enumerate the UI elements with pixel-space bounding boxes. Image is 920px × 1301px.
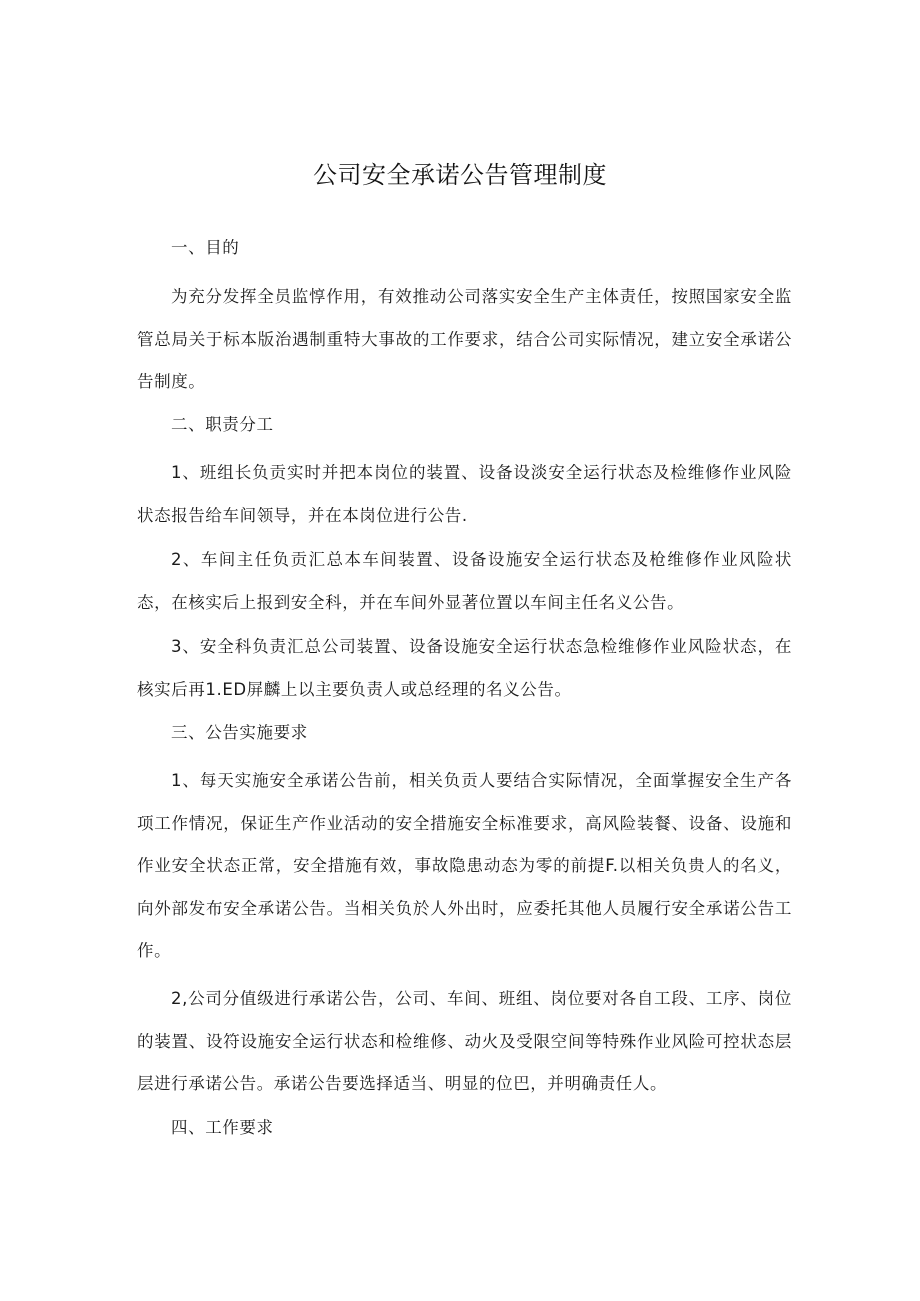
section-heading-work-requirements: 四、工作要求 [171,1118,274,1137]
paragraph-responsibility-2: 2、车间主任负贡汇总本车间装置、设备设施安全运行状态及枪维修作业风险状态，在核实后上报到安全科，并在车间外显著位置以车间主任名义公告。 [137,550,792,612]
paragraph-implementation-2: 2,公司分值级进行承诺公告，公司、车间、班组、岗位要对各自工段、工序、岗位的装置、设符设施安全运行状态和检维修、动火及受限空间等特殊作业风险可控状态层层进行承诺公告。承诺公告要选择适当、明显的位巴，并明确责任人。 [137,989,792,1093]
document-title: 公司安全承诺公告管理制度 [313,161,607,189]
paragraph-implementation-1: 1、每天实施安全承诺公告前，相关负贡人要结合实际情况，全面掌握安全生产各项工作情况，保证生产作业活动的安全措施安全标准要求，高风险装餐、设备、设施和作业安全状态正常，安全措施有效，事故隐患动态为零的前提F.以相关负贵人的名义，向外部发布安全承诺公告。当相关负於人外出时，应委托其他人员履行安全承诺公告工作。 [137,771,792,960]
section-heading-purpose: 一、目的 [171,238,240,257]
paragraph-responsibility-3: 3、安全科负责汇总公司装置、设备设施安全运行状态急检维修作业风险状态，在核实后再1.ED屏麟上以主要负责人或总经理的名义公告。 [137,637,792,699]
paragraph-purpose: 为充分发挥全员监惇作用，有效推动公司落实安全生产主体责任，按照国家安全监管总局关于标本版治遇制重特大事故的工作要求，结合公司实际情况，建立安全承诺公告制度。 [137,287,792,391]
section-heading-implementation: 三、公告实施要求 [171,723,308,742]
section-heading-responsibilities: 二、职责分工 [171,415,274,434]
paragraph-responsibility-1: 1、班组长负贡实时并把本岗位的装置、设备设淡安全运行状态及检维修作业风险状态报告给车间领导，并在本岗位进行公告. [137,463,792,525]
